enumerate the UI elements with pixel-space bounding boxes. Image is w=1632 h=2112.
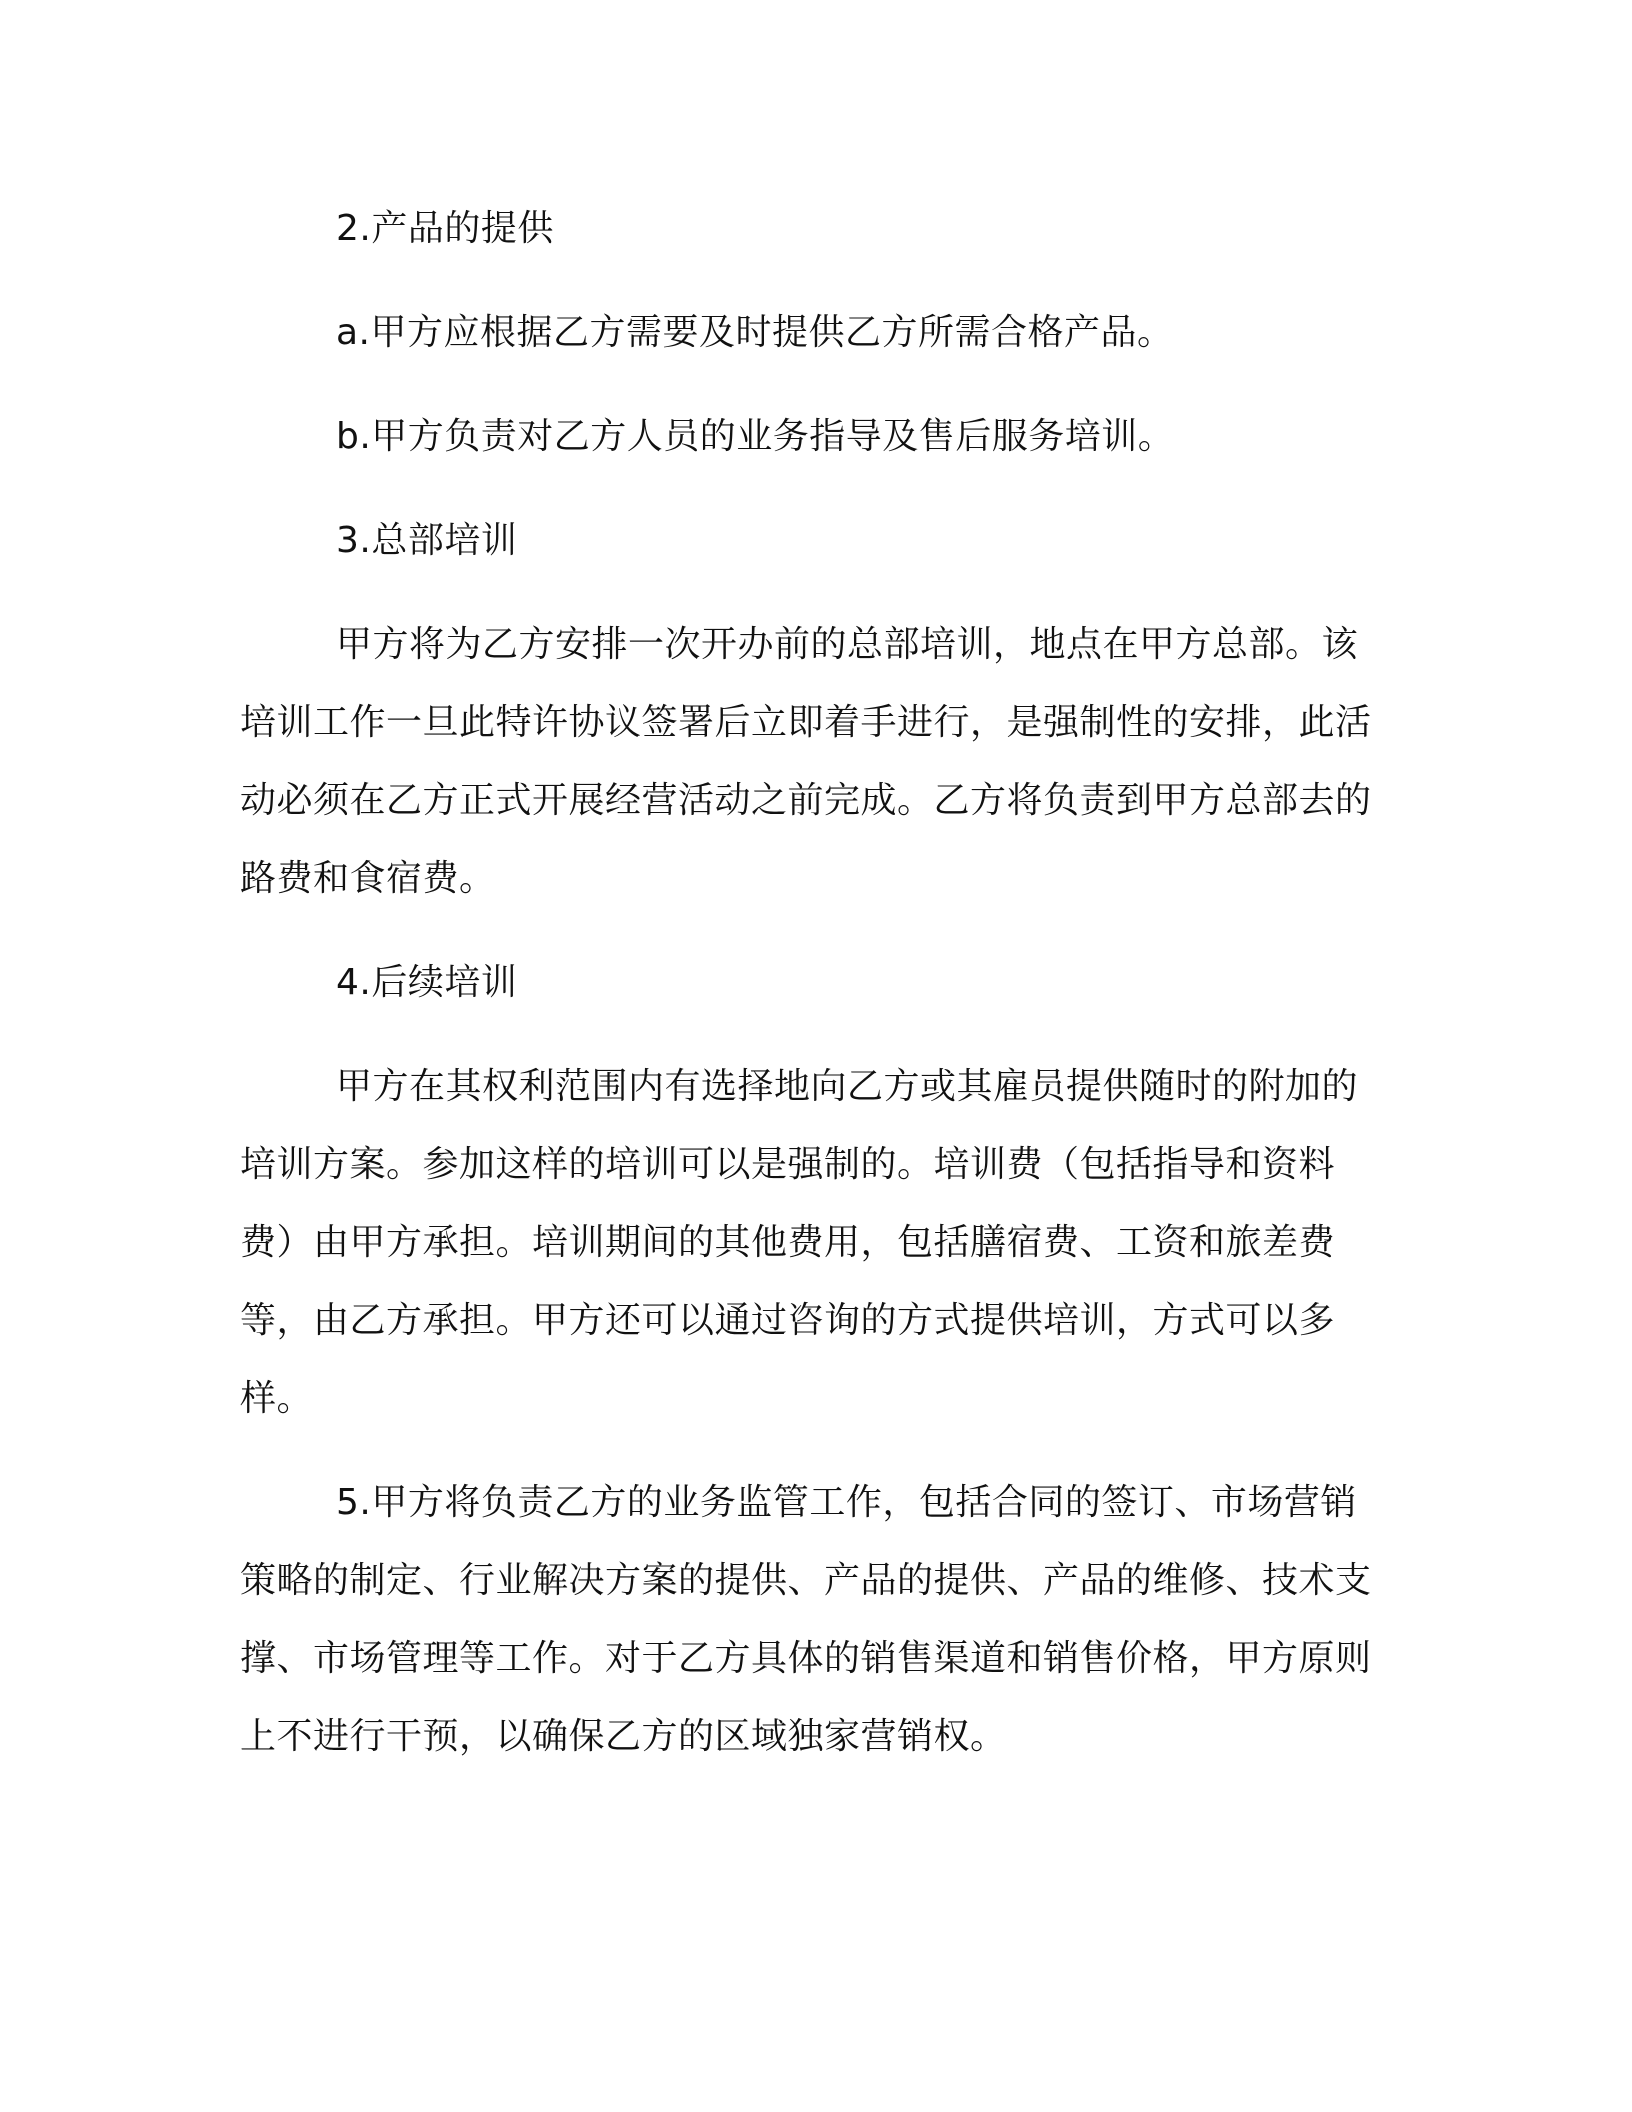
section-4-title: 4.后续培训 (336, 962, 518, 1003)
document-body (240, 190, 1375, 1802)
section-2-title: 2.产品的提供 (336, 208, 554, 249)
section-5-body: 5.甲方将负责乙方的业务监管工作，包括合同的签订、市场营销策略的制定、行业解决方案的提供、产品的提供、产品的维修、技术支撑、市场管理等工作。对于乙方具体的销售渠道和销售价格，甲方原则上不进行干预，以确保乙方的区域独家营销权。 (240, 1482, 1372, 1757)
section-2-item-b: b.甲方负责对乙方人员的业务指导及售后服务培训。 (336, 416, 1175, 457)
section-3-body: 甲方将为乙方安排一次开办前的总部培训，地点在甲方总部。该培训工作一旦此特许协议签署后立即着手进行，是强制性的安排，此活动必须在乙方正式开展经营活动之前完成。乙方将负责到甲方总部去的路费和食宿费。 (240, 624, 1372, 899)
section-3-title: 3.总部培训 (336, 520, 518, 561)
section-2-item-a: a.甲方应根据乙方需要及时提供乙方所需合格产品。 (336, 312, 1174, 353)
section-4-body: 甲方在其权利范围内有选择地向乙方或其雇员提供随时的附加的培训方案。参加这样的培训可以是强制的。培训费（包括指导和资料费）由甲方承担。培训期间的其他费用，包括膳宿费、工资和旅差费等，由乙方承担。甲方还可以通过咨询的方式提供培训，方式可以多样。 (240, 1066, 1359, 1419)
